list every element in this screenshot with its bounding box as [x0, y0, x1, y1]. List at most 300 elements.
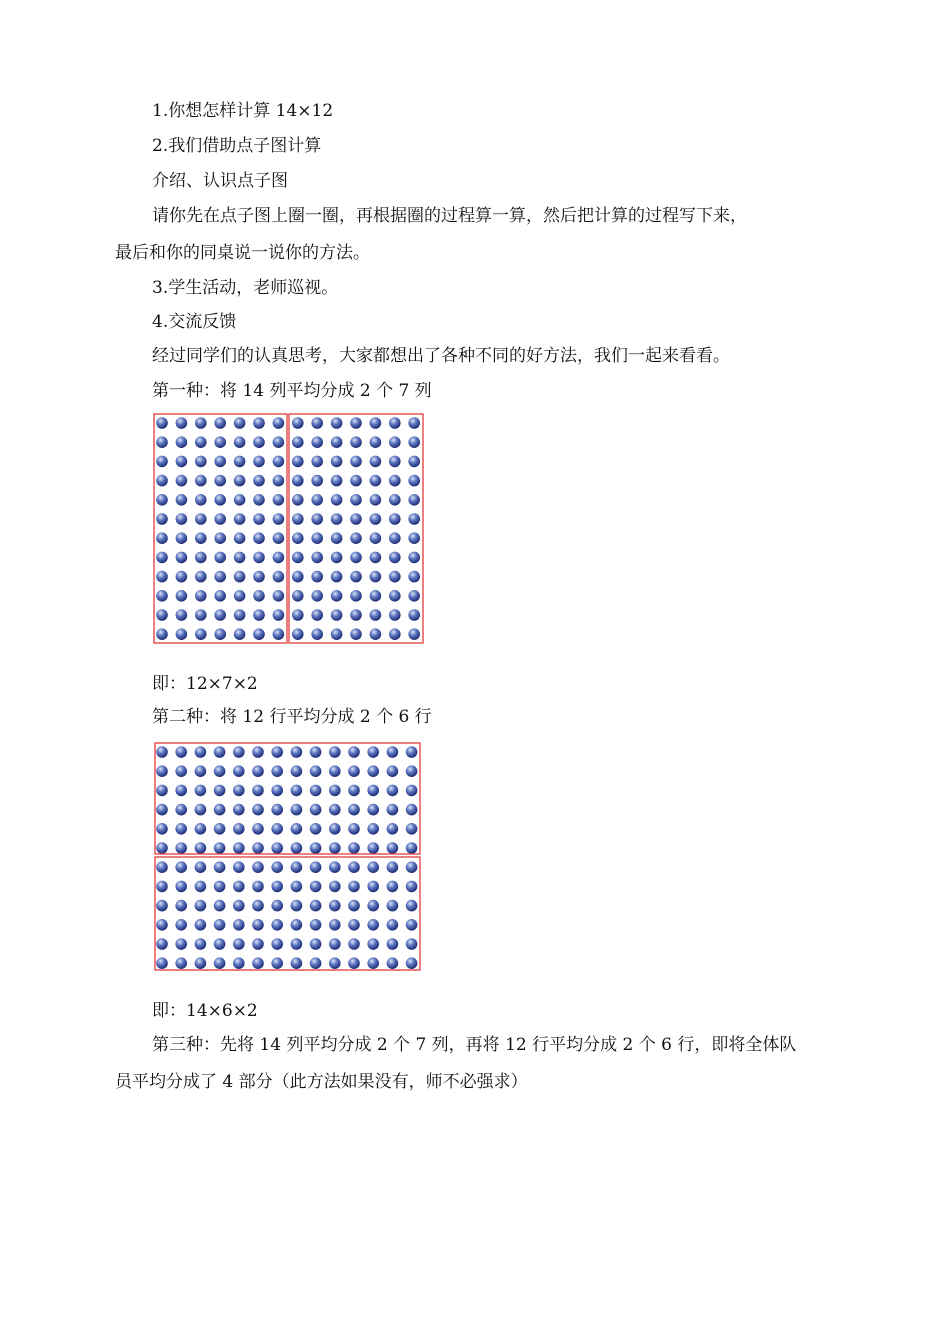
dot [350, 609, 362, 621]
dot [195, 417, 207, 429]
dot [214, 804, 226, 816]
dot [408, 609, 420, 621]
dot [252, 804, 264, 816]
dot [214, 823, 226, 835]
dot [370, 609, 382, 621]
dot [367, 900, 379, 912]
dot [273, 552, 285, 564]
dot [329, 919, 341, 931]
dot [175, 919, 187, 931]
dot [350, 475, 362, 487]
dot [350, 628, 362, 640]
dot [214, 436, 226, 448]
dot [195, 804, 207, 816]
dot [214, 957, 226, 969]
dot [311, 436, 323, 448]
dot [329, 765, 341, 777]
dot [387, 919, 399, 931]
dot [175, 842, 187, 854]
dot [329, 842, 341, 854]
dot [406, 804, 418, 816]
dot [291, 746, 303, 758]
dot [253, 628, 265, 640]
dot [329, 785, 341, 797]
dot [252, 919, 264, 931]
group-box-1 [154, 414, 287, 643]
group-box-1 [155, 743, 420, 854]
dot [387, 842, 399, 854]
dot [389, 609, 401, 621]
dot [367, 823, 379, 835]
dot [310, 881, 322, 893]
dot [214, 842, 226, 854]
dot [175, 900, 187, 912]
dot [370, 494, 382, 506]
dot [214, 628, 226, 640]
dot [370, 513, 382, 525]
dot [252, 938, 264, 950]
dot [252, 746, 264, 758]
dot [348, 919, 360, 931]
dot [195, 532, 207, 544]
dot [406, 957, 418, 969]
dot [175, 861, 187, 873]
dot [214, 571, 226, 583]
dot [331, 571, 343, 583]
dot [214, 861, 226, 873]
method-1-heading: 第一种：将 14 列平均分成 2 个 7 列 [152, 381, 432, 401]
dot [367, 957, 379, 969]
dot [311, 590, 323, 602]
dot [291, 823, 303, 835]
dot [370, 475, 382, 487]
step-2-dot-diagram: 2.我们借助点子图计算 [152, 136, 322, 156]
dot-grid-split-columns [152, 412, 426, 645]
dot [406, 919, 418, 931]
dot [271, 861, 283, 873]
method-1-formula: 即：12×7×2 [152, 674, 258, 694]
dot [195, 746, 207, 758]
group-box-2 [289, 414, 423, 643]
dot [350, 494, 362, 506]
dot [367, 938, 379, 950]
intro-dot-diagram: 介绍、认识点子图 [152, 171, 288, 191]
dot [195, 436, 207, 448]
dot [175, 746, 187, 758]
dot [234, 590, 246, 602]
dot [329, 861, 341, 873]
dot [408, 494, 420, 506]
dot [367, 842, 379, 854]
dot [253, 609, 265, 621]
dot [233, 938, 245, 950]
dot [310, 804, 322, 816]
dot [195, 552, 207, 564]
dot [408, 532, 420, 544]
dot [348, 938, 360, 950]
dot [406, 938, 418, 950]
dot [214, 532, 226, 544]
dot [176, 417, 188, 429]
dot [350, 590, 362, 602]
dot [311, 513, 323, 525]
dot [271, 938, 283, 950]
dot [331, 532, 343, 544]
dot [291, 881, 303, 893]
dot [389, 628, 401, 640]
dot [408, 590, 420, 602]
dot [408, 552, 420, 564]
dot [311, 571, 323, 583]
dot [348, 881, 360, 893]
dot [331, 475, 343, 487]
dot [156, 552, 168, 564]
dot [156, 456, 168, 468]
dot [273, 513, 285, 525]
dot [387, 861, 399, 873]
dot [234, 494, 246, 506]
dot [408, 417, 420, 429]
dot [348, 861, 360, 873]
dot [291, 919, 303, 931]
dot [348, 785, 360, 797]
dot [156, 628, 168, 640]
dot [156, 861, 168, 873]
dot [331, 590, 343, 602]
dot [329, 900, 341, 912]
dot [253, 456, 265, 468]
method-3-line-2: 员平均分成了 4 部分（此方法如果没有，师不必强求） [115, 1072, 528, 1092]
dot [234, 417, 246, 429]
dot [156, 571, 168, 583]
group-box-2 [155, 857, 420, 970]
dot [311, 628, 323, 640]
dot [329, 881, 341, 893]
dot [252, 900, 264, 912]
dot [291, 804, 303, 816]
dot [176, 436, 188, 448]
dot [291, 785, 303, 797]
dot [331, 436, 343, 448]
dot [387, 804, 399, 816]
dot [252, 842, 264, 854]
dot [311, 494, 323, 506]
dot [234, 571, 246, 583]
dot [348, 842, 360, 854]
dot [176, 475, 188, 487]
dot [195, 861, 207, 873]
dot [292, 456, 304, 468]
dot [156, 590, 168, 602]
dot [329, 938, 341, 950]
dot [348, 900, 360, 912]
dot [252, 881, 264, 893]
dot [348, 823, 360, 835]
dot [195, 494, 207, 506]
dot [176, 513, 188, 525]
dot [350, 552, 362, 564]
dot [408, 628, 420, 640]
dot [214, 765, 226, 777]
dot [310, 842, 322, 854]
dot [195, 919, 207, 931]
dot [408, 456, 420, 468]
dot [253, 590, 265, 602]
dot [195, 957, 207, 969]
dot [370, 417, 382, 429]
dot [273, 417, 285, 429]
dot [331, 609, 343, 621]
dot [271, 823, 283, 835]
dot [311, 609, 323, 621]
dot [252, 861, 264, 873]
dot [195, 475, 207, 487]
dot [175, 881, 187, 893]
dot [292, 532, 304, 544]
dot [195, 513, 207, 525]
dot [253, 532, 265, 544]
dot [175, 938, 187, 950]
dot [233, 765, 245, 777]
instruction-line-2: 最后和你的同桌说一说你的方法。 [115, 243, 370, 263]
dot [292, 436, 304, 448]
dot [156, 609, 168, 621]
dot [214, 938, 226, 950]
dot [348, 765, 360, 777]
dot [252, 823, 264, 835]
dot [156, 746, 168, 758]
dot [389, 494, 401, 506]
dot [271, 765, 283, 777]
dot [271, 881, 283, 893]
dot [292, 475, 304, 487]
instruction-line-1: 请你先在点子图上圈一圈，再根据圈的过程算一算，然后把计算的过程写下来， [152, 206, 747, 226]
dot [311, 552, 323, 564]
dot [331, 552, 343, 564]
dot [329, 823, 341, 835]
dot [329, 957, 341, 969]
dot [389, 417, 401, 429]
dot [370, 571, 382, 583]
dot [406, 900, 418, 912]
dot [156, 919, 168, 931]
dot [389, 571, 401, 583]
dot [233, 919, 245, 931]
dot [406, 861, 418, 873]
dot [234, 609, 246, 621]
dot [195, 823, 207, 835]
dot [273, 609, 285, 621]
dot [310, 938, 322, 950]
dot [156, 881, 168, 893]
dot [292, 513, 304, 525]
dot [233, 804, 245, 816]
dot [195, 842, 207, 854]
dot [234, 513, 246, 525]
dot [387, 900, 399, 912]
dot [329, 804, 341, 816]
dot [387, 785, 399, 797]
dot [156, 494, 168, 506]
dot [387, 957, 399, 969]
dot [156, 765, 168, 777]
dot [387, 881, 399, 893]
dot [292, 494, 304, 506]
dot [370, 532, 382, 544]
dot [406, 823, 418, 835]
dot [311, 532, 323, 544]
dot [389, 590, 401, 602]
dot [253, 571, 265, 583]
dot [175, 785, 187, 797]
dot [310, 919, 322, 931]
dot [271, 919, 283, 931]
dot [350, 417, 362, 429]
dot [195, 571, 207, 583]
dot [273, 475, 285, 487]
dot [406, 785, 418, 797]
dot [406, 842, 418, 854]
dot [291, 957, 303, 969]
dot [406, 765, 418, 777]
dot [310, 765, 322, 777]
dot [348, 746, 360, 758]
dot [329, 746, 341, 758]
dot [156, 957, 168, 969]
dot [252, 765, 264, 777]
dot [291, 861, 303, 873]
dot [214, 881, 226, 893]
dot [387, 746, 399, 758]
dot [389, 456, 401, 468]
step-3-activity: 3.学生活动，老师巡视。 [152, 278, 339, 298]
dot [234, 436, 246, 448]
dot [310, 746, 322, 758]
dot [176, 628, 188, 640]
dot [273, 436, 285, 448]
dot [367, 746, 379, 758]
dot [370, 628, 382, 640]
dot [253, 552, 265, 564]
dot [310, 823, 322, 835]
dot [367, 785, 379, 797]
dot [214, 417, 226, 429]
dot [331, 494, 343, 506]
dot [175, 765, 187, 777]
dot [176, 609, 188, 621]
dot [389, 513, 401, 525]
dot [253, 436, 265, 448]
dot [408, 571, 420, 583]
dot [348, 804, 360, 816]
dot [273, 571, 285, 583]
dot [292, 571, 304, 583]
dot [367, 881, 379, 893]
dot [370, 436, 382, 448]
dot [271, 804, 283, 816]
dot [408, 513, 420, 525]
dot [176, 494, 188, 506]
dot [253, 475, 265, 487]
dot [370, 552, 382, 564]
dot [310, 785, 322, 797]
dot [292, 609, 304, 621]
dot [292, 590, 304, 602]
method-2-formula: 即：14×6×2 [152, 1001, 258, 1021]
dot [156, 804, 168, 816]
dot [408, 475, 420, 487]
dot [273, 532, 285, 544]
step-4-feedback: 4.交流反馈 [152, 312, 237, 332]
dot-grid-split-rows [152, 741, 424, 972]
dot [370, 456, 382, 468]
dot [214, 475, 226, 487]
dot [367, 919, 379, 931]
dot [214, 590, 226, 602]
dot [292, 628, 304, 640]
method-2-heading: 第二种：将 12 行平均分成 2 个 6 行 [152, 707, 432, 727]
dot [271, 785, 283, 797]
dot [156, 417, 168, 429]
dot [348, 957, 360, 969]
dot [292, 417, 304, 429]
dot [214, 552, 226, 564]
dot [387, 765, 399, 777]
dot [331, 628, 343, 640]
dot [387, 938, 399, 950]
dot [406, 881, 418, 893]
dot [291, 765, 303, 777]
dot [214, 900, 226, 912]
step-1-question: 1.你想怎样计算 14×12 [152, 101, 334, 121]
dot [291, 938, 303, 950]
dot [176, 590, 188, 602]
dot [253, 513, 265, 525]
dot [252, 957, 264, 969]
feedback-intro: 经过同学们的认真思考，大家都想出了各种不同的好方法，我们一起来看看。 [152, 346, 730, 366]
dot [195, 628, 207, 640]
dot [253, 494, 265, 506]
dot [195, 456, 207, 468]
dot [311, 475, 323, 487]
dot [214, 785, 226, 797]
dot [234, 475, 246, 487]
dot [389, 552, 401, 564]
dot [156, 513, 168, 525]
dot [156, 436, 168, 448]
dot [156, 900, 168, 912]
dot [176, 532, 188, 544]
dot [271, 842, 283, 854]
dot [350, 571, 362, 583]
dot [233, 900, 245, 912]
dot [291, 900, 303, 912]
dot [234, 552, 246, 564]
dot [273, 628, 285, 640]
dot [310, 861, 322, 873]
dot [195, 900, 207, 912]
dot [389, 475, 401, 487]
dot [176, 456, 188, 468]
dot [195, 881, 207, 893]
dot [156, 532, 168, 544]
dot [156, 938, 168, 950]
dot [195, 785, 207, 797]
dot [233, 842, 245, 854]
dot [389, 532, 401, 544]
dot [367, 861, 379, 873]
dot [214, 746, 226, 758]
